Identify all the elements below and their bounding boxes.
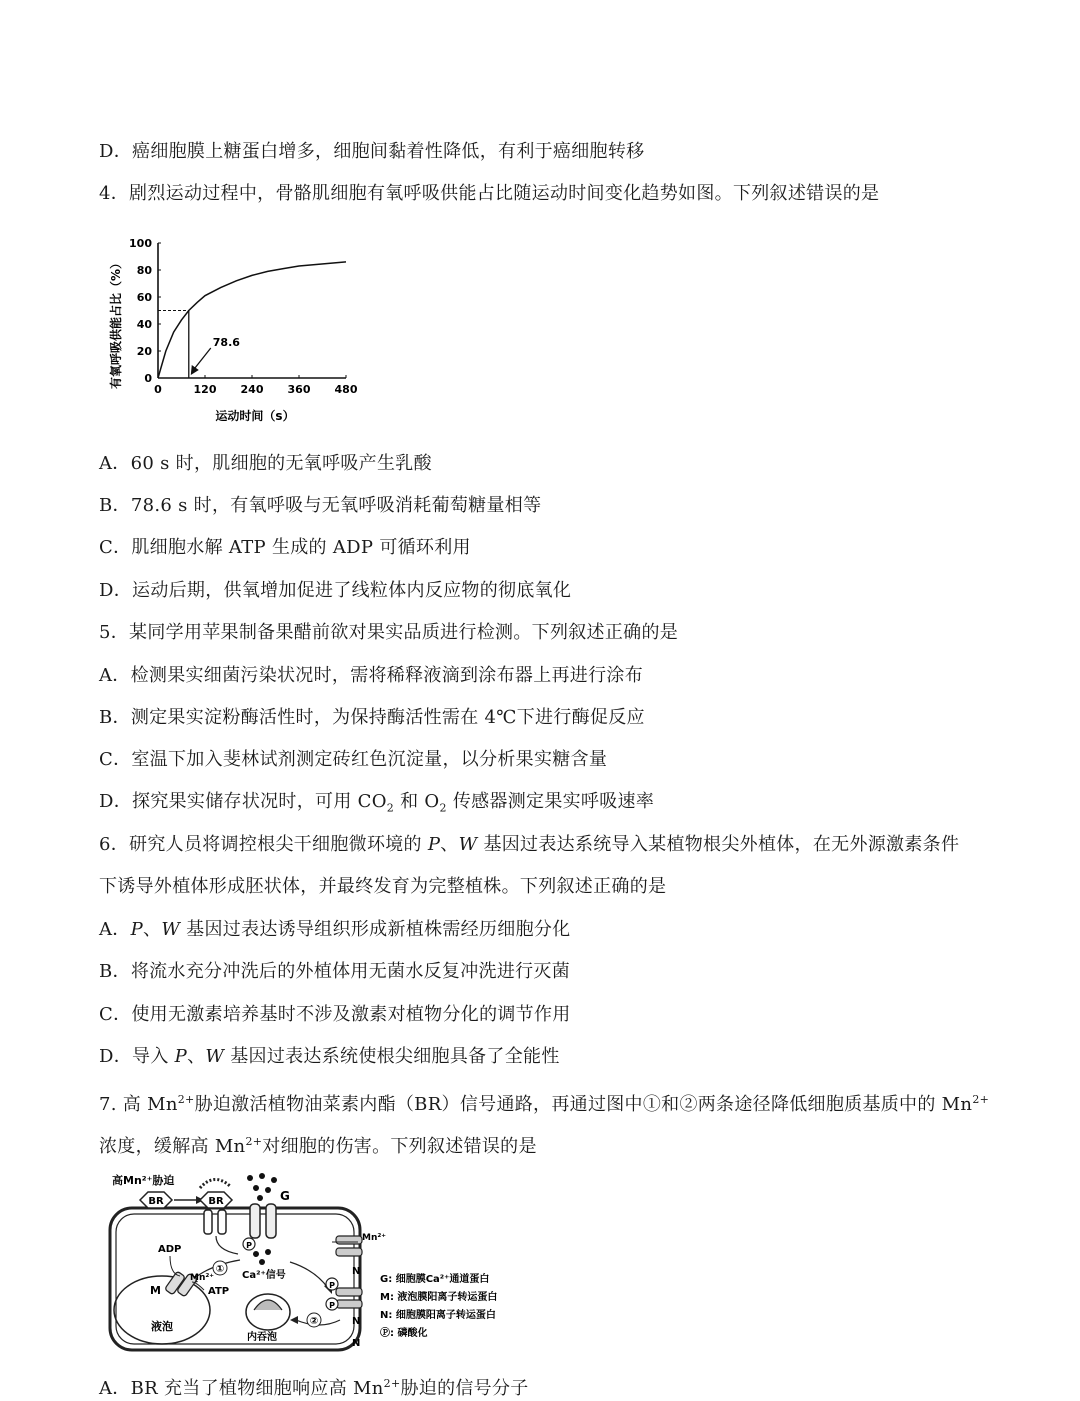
svg-text:N: N	[352, 1266, 361, 1277]
svg-text:液泡: 液泡	[151, 1320, 173, 1333]
svg-text:G: G	[280, 1189, 290, 1203]
svg-text:内吞泡: 内吞泡	[247, 1332, 277, 1343]
legend-g: G: 细胞膜Ca²⁺通道蛋白	[380, 1274, 490, 1285]
q5-option-d: D．探究果实储存状况时，可用 $CO_2$ 和 $O_2$ 传感器测定果实呼吸速率	[99, 791, 655, 815]
chart-y-tick-label: 20	[136, 345, 152, 358]
q7-option-a: A．BR 充当了植物细胞响应高 $Mn^{2+}$胁迫的信号分子	[99, 1377, 529, 1399]
q5-stem: 5．某同学用苹果制备果醋前欲对果实品质进行检测。下列叙述正确的是	[99, 622, 679, 643]
aerobic-ratio-chart	[100, 228, 370, 428]
legend-m: M: 液泡膜阳离子转运蛋白	[380, 1292, 498, 1303]
chart-x-tick-label: 240	[240, 383, 264, 396]
q6-stem-line2: 下诱导外植体形成胚状体，并最终发育为完整植株。下列叙述正确的是	[99, 876, 667, 897]
svg-text:P: P	[329, 1281, 335, 1290]
svg-text:ATP: ATP	[208, 1286, 230, 1297]
chart-x-tick-label: 120	[193, 383, 217, 396]
chart-series-line	[158, 262, 346, 378]
svg-text:M: M	[150, 1284, 161, 1297]
br-molecule	[140, 1192, 172, 1208]
chart-x-tick-label: 480	[334, 383, 358, 396]
mn-stress-cell-diagram	[100, 1170, 540, 1355]
pathway-1-label: ①	[215, 1264, 225, 1275]
transporter-n-lower	[326, 1278, 362, 1349]
chart-y-tick-label: 100	[129, 237, 152, 250]
chart-y-tick-label: 80	[136, 264, 152, 277]
chart-y-tick-label: 0	[144, 372, 152, 385]
q6-option-d: D．导入 P、W 基因过表达系统使根尖细胞具备了全能性	[99, 1046, 560, 1067]
chart-y-tick-label: 60	[136, 291, 152, 304]
calcium-ions-inside	[253, 1249, 271, 1265]
q6-option-c: C．使用无激素培养基时不涉及激素对植物分化的调节作用	[99, 1004, 571, 1025]
svg-text:N: N	[352, 1316, 361, 1327]
q5-option-b: B．测定果实淀粉酶活性时，为保持酶活性需在 4℃下进行酶促反应	[99, 707, 645, 728]
svg-text:P: P	[329, 1301, 335, 1310]
chart-x-tick-label: 0	[154, 383, 162, 396]
q4-option-d: D．运动后期，供氧增加促进了线粒体内反应物的彻底氧化	[99, 580, 572, 601]
q6-option-b: B．将流水充分冲洗后的外植体用无菌水反复冲洗进行灭菌	[99, 961, 571, 982]
q4-option-c: C．肌细胞水解 ATP 生成的 ADP 可循环利用	[99, 537, 471, 558]
q6-stem-line1: 6．研究人员将调控根尖干细胞微环境的 P、W 基因过表达系统导入某植物根尖外植体，在无外源激素条件	[99, 834, 960, 855]
q4-option-a: A．60 s 时，肌细胞的无氧呼吸产生乳酸	[99, 453, 432, 474]
svg-text:ADP: ADP	[158, 1244, 182, 1255]
svg-text:N: N	[352, 1338, 361, 1349]
q6-option-a: A．P、W 基因过表达诱导组织形成新植株需经历细胞分化	[99, 919, 571, 940]
chart-y-tick-label: 40	[136, 318, 152, 331]
pathway-2-label: ②	[309, 1316, 319, 1327]
svg-text:Mn²⁺: Mn²⁺	[190, 1273, 215, 1283]
svg-text:BR: BR	[208, 1196, 224, 1207]
chart-y-axis-label: 有氧呼吸供能占比（%）	[109, 256, 123, 390]
legend-p: Ⓟ: 磷酸化	[380, 1328, 428, 1339]
cell-membrane	[110, 1208, 360, 1350]
diagram-legend	[380, 1272, 497, 1339]
q4-option-b: B．78.6 s 时，有氧呼吸与无氧呼吸消耗葡萄糖量相等	[99, 495, 542, 516]
svg-text:BR: BR	[148, 1196, 164, 1207]
chart-x-tick-label: 360	[287, 383, 311, 396]
q5-option-a: A．检测果实细菌污染状况时，需将稀释液滴到涂布器上再进行涂布	[99, 665, 643, 686]
q5-option-c: C．室温下加入斐林试剂测定砖红色沉淀量，以分析果实糖含量	[99, 749, 608, 770]
legend-n: N: 细胞膜阳离子转运蛋白	[380, 1310, 496, 1321]
chart-x-axis-label: 运动时间（s）	[215, 409, 295, 423]
q4-stem: 4．剧烈运动过程中，骨骼肌细胞有氧呼吸供能占比随运动时间变化趋势如图。下列叙述错误的是	[99, 183, 880, 204]
svg-text:Mn²⁺: Mn²⁺	[362, 1233, 387, 1243]
svg-text:P: P	[246, 1241, 252, 1250]
stress-label: 高Mn²⁺胁迫	[112, 1174, 175, 1187]
endocytic-vesicle	[246, 1294, 290, 1343]
chart-annotation-label: 78.6	[212, 336, 240, 349]
q7-stem-line1: 7. 高 $Mn^{2+}$胁迫激活植物油菜素内酯（BR）信号通路，再通过图中①和②两条途径降低细胞质基质中的 $Mn^{2+}$	[99, 1093, 990, 1115]
ca-channel-g	[243, 1189, 290, 1250]
q7-stem-line2: 浓度，缓解高 $Mn^{2+}$对细胞的伤害。下列叙述错误的是	[99, 1135, 537, 1157]
chart-annotation-arrowhead	[191, 365, 199, 375]
vacuole	[114, 1276, 210, 1344]
q3-option-d: D．癌细胞膜上糖蛋白增多，细胞间黏着性降低，有利于癌细胞转移	[99, 141, 645, 162]
ca-signal-label: Ca²⁺信号	[242, 1270, 286, 1281]
calcium-ions-outside	[247, 1173, 277, 1201]
transporter-n-upper	[332, 1233, 386, 1277]
